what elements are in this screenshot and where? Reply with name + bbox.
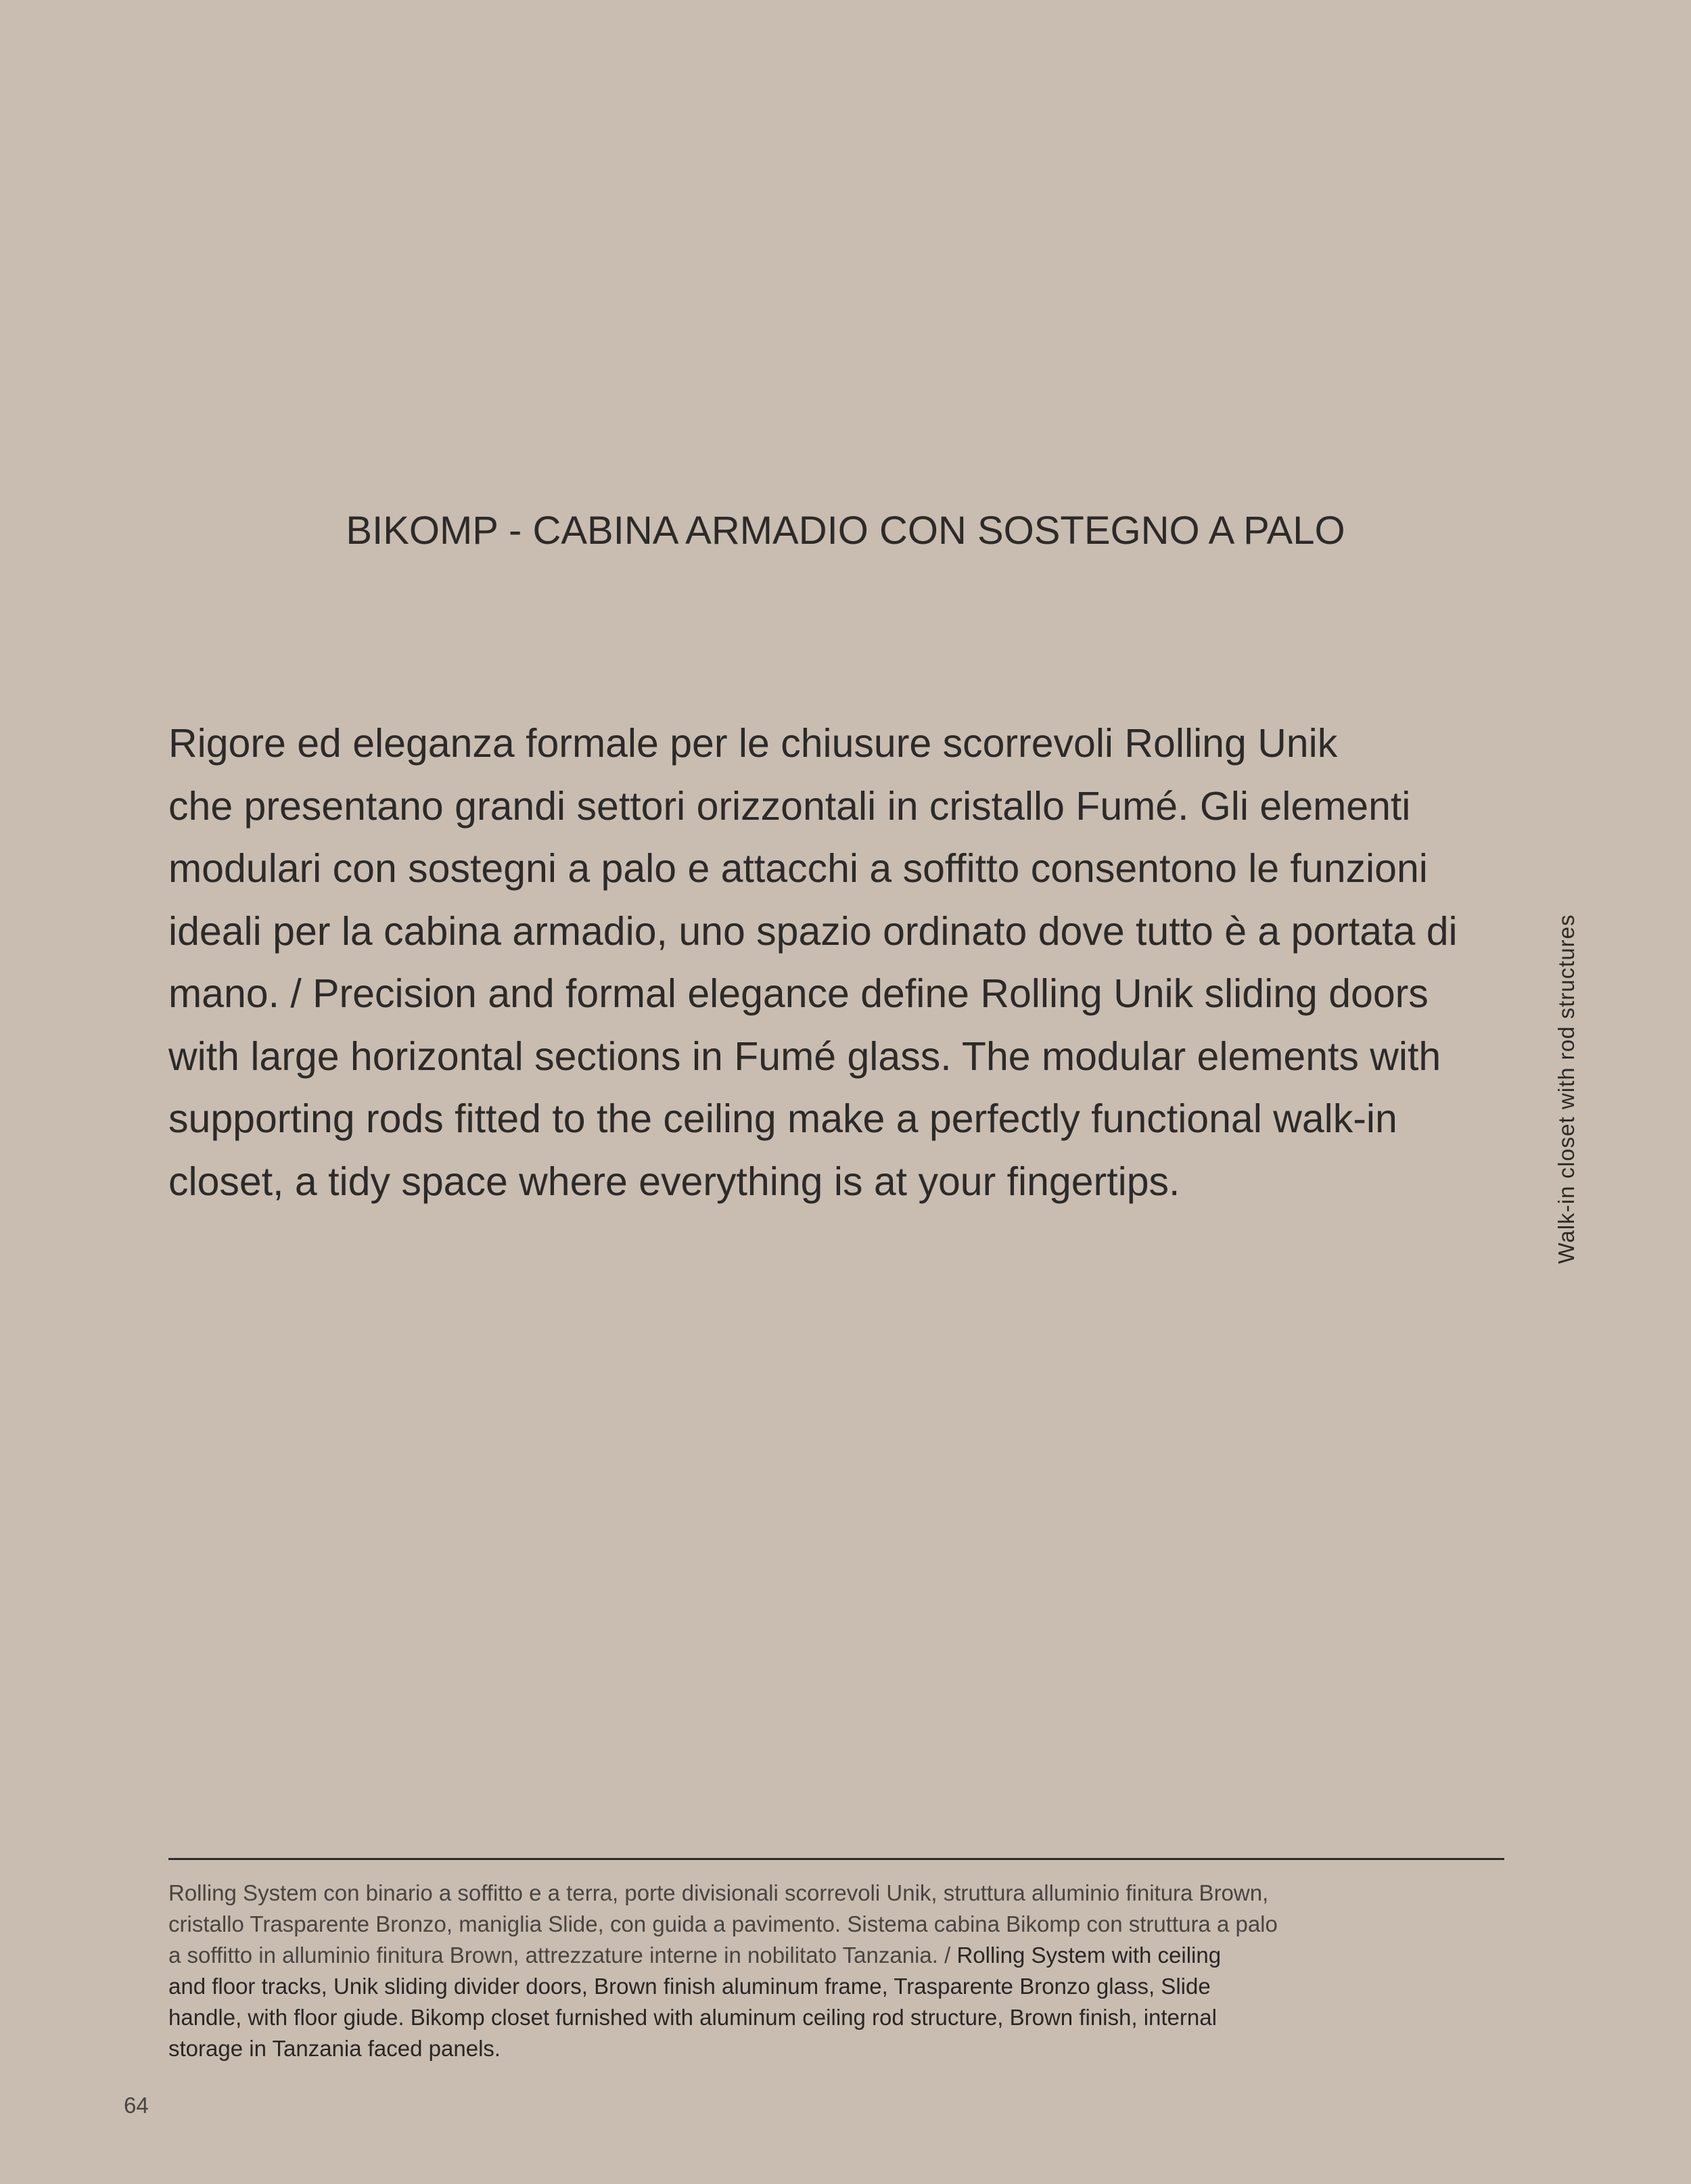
section-side-label: Walk-in closet with rod structures (1554, 914, 1579, 1264)
page-title: BIKOMP - CABINA ARMADIO CON SOSTEGNO A PALO (346, 509, 1345, 553)
body-line: modulari con sostegni a palo e attacchi a soffitto consentono le funzioni (168, 846, 1428, 891)
caption-english-text: Rolling System with ceiling (956, 1943, 1222, 1968)
body-paragraph (168, 712, 1521, 1213)
caption-divider (168, 1858, 1504, 1860)
caption-line: and floor tracks, Unik sliding divider doors, Brown finish aluminum frame, Trasparente Bronzo glass, Slide (168, 1974, 1211, 1999)
body-line: supporting rods fitted to the ceiling make a perfectly functional walk-in (168, 1096, 1397, 1141)
caption-line: handle, with floor giude. Bikomp closet furnished with aluminum ceiling rod structure, Brown finish, internal (168, 2005, 1217, 2030)
caption-line: Rolling System con binario a soffitto e a terra, porte divisionali scorrevoli Unik, struttura alluminio finitura Brown, (168, 1880, 1269, 1905)
caption-line: cristallo Trasparente Bronzo, maniglia Slide, con guida a pavimento. Sistema cabina Bikomp con struttura a palo (168, 1911, 1278, 1936)
caption-line: storage in Tanzania faced panels. (168, 2036, 501, 2061)
page-number: 64 (124, 2093, 149, 2118)
body-line: che presentano grandi settori orizzontali in cristallo Fumé. Gli elementi (168, 783, 1411, 829)
body-line: with large horizontal sections in Fumé glass. The modular elements with (168, 1033, 1441, 1079)
body-line: Rigore ed eleganza formale per le chiusure scorrevoli Rolling Unik (168, 721, 1338, 766)
caption (168, 1878, 1514, 2064)
body-line: ideali per la cabina armadio, uno spazio ordinato dove tutto è a portata di (168, 908, 1458, 954)
body-line: closet, a tidy space where everything is at your fingertips. (168, 1159, 1180, 1204)
caption-line (168, 1940, 1514, 1971)
body-line: mano. / Precision and formal elegance define Rolling Unik sliding doors (168, 971, 1429, 1016)
caption-italian-text: a soffitto in alluminio finitura Brown, attrezzature interne in nobilitato Tanzania. / (168, 1943, 957, 1968)
